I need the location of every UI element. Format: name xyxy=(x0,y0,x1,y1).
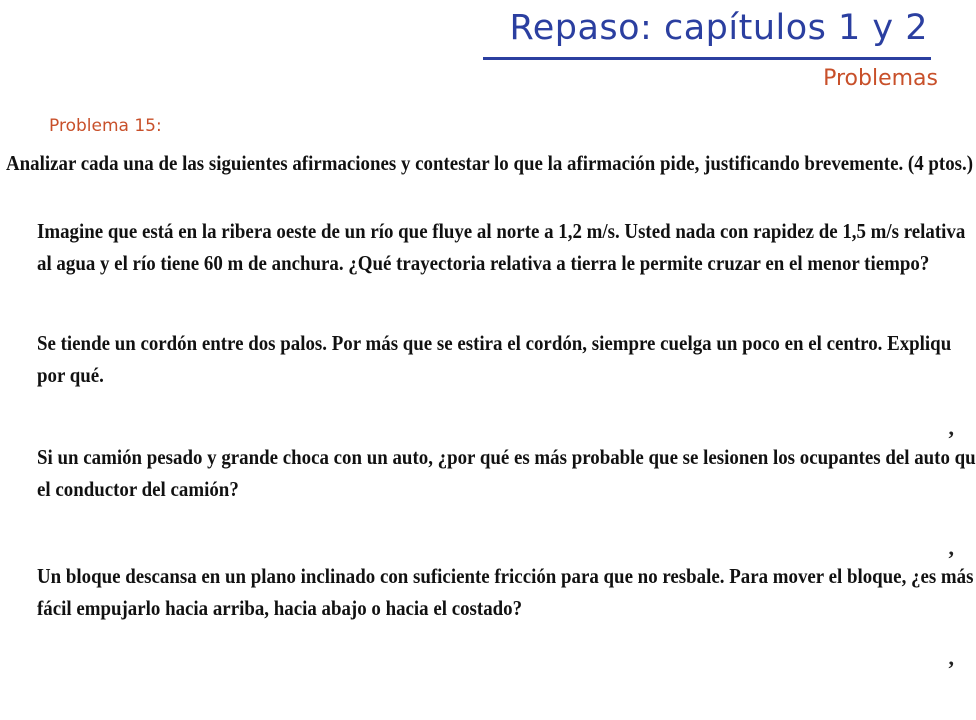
scan-speck: , xyxy=(948,415,954,440)
statement-line: Se tiende un cordón entre dos palos. Por más que se estira el cordón, siempre cuelga un poco en el centro. Expliqu xyxy=(37,331,952,355)
statement-line: fácil empujarlo hacia arriba, hacia abajo o hacia el costado? xyxy=(37,596,523,620)
problem-intro xyxy=(6,151,973,176)
statement-line: Un bloque descansa en un plano inclinado con suficiente fricción para que no resbale. Para mover el bloque, ¿es más xyxy=(37,564,974,588)
scan-edge-specks xyxy=(934,265,954,685)
scanned-problem-text xyxy=(0,145,976,670)
statement-item xyxy=(37,441,976,505)
scan-speck: , xyxy=(948,645,954,670)
scan-speck: , xyxy=(948,535,954,560)
statement-line: Si un camión pesado y grande choca con un auto, ¿por qué es más probable que se lesionen los ocupantes del auto qu xyxy=(37,445,976,469)
slide-title: Repaso: capítulos 1 y 2 xyxy=(509,8,928,48)
statement-item xyxy=(37,327,951,391)
statement-line: por qué. xyxy=(37,363,104,387)
intro-text-start: Analizar cada una de las siguientes afirmaciones y contestar lo que la afirmación pide, xyxy=(6,151,705,175)
statement-item xyxy=(37,215,965,279)
statement-item xyxy=(37,560,973,624)
slide-title-underline xyxy=(483,57,931,60)
slide-subtitle: Problemas xyxy=(823,66,938,91)
intro-text-end: brevemente. (4 ptos.) xyxy=(799,151,974,175)
statement-line: el conductor del camión? xyxy=(37,477,239,501)
problem-label: Problema 15: xyxy=(49,116,162,136)
statement-line: Imagine que está en la ribera oeste de un río que fluye al norte a 1,2 m/s. Usted nada con rapidez de 1,5 m/s relativa xyxy=(37,219,966,243)
intro-emphasis: justificando xyxy=(704,151,800,175)
statement-line: al agua y el río tiene 60 m de anchura. ¿Qué trayectoria relativa a tierra le permite cruzar en el menor tiempo? xyxy=(37,251,930,275)
